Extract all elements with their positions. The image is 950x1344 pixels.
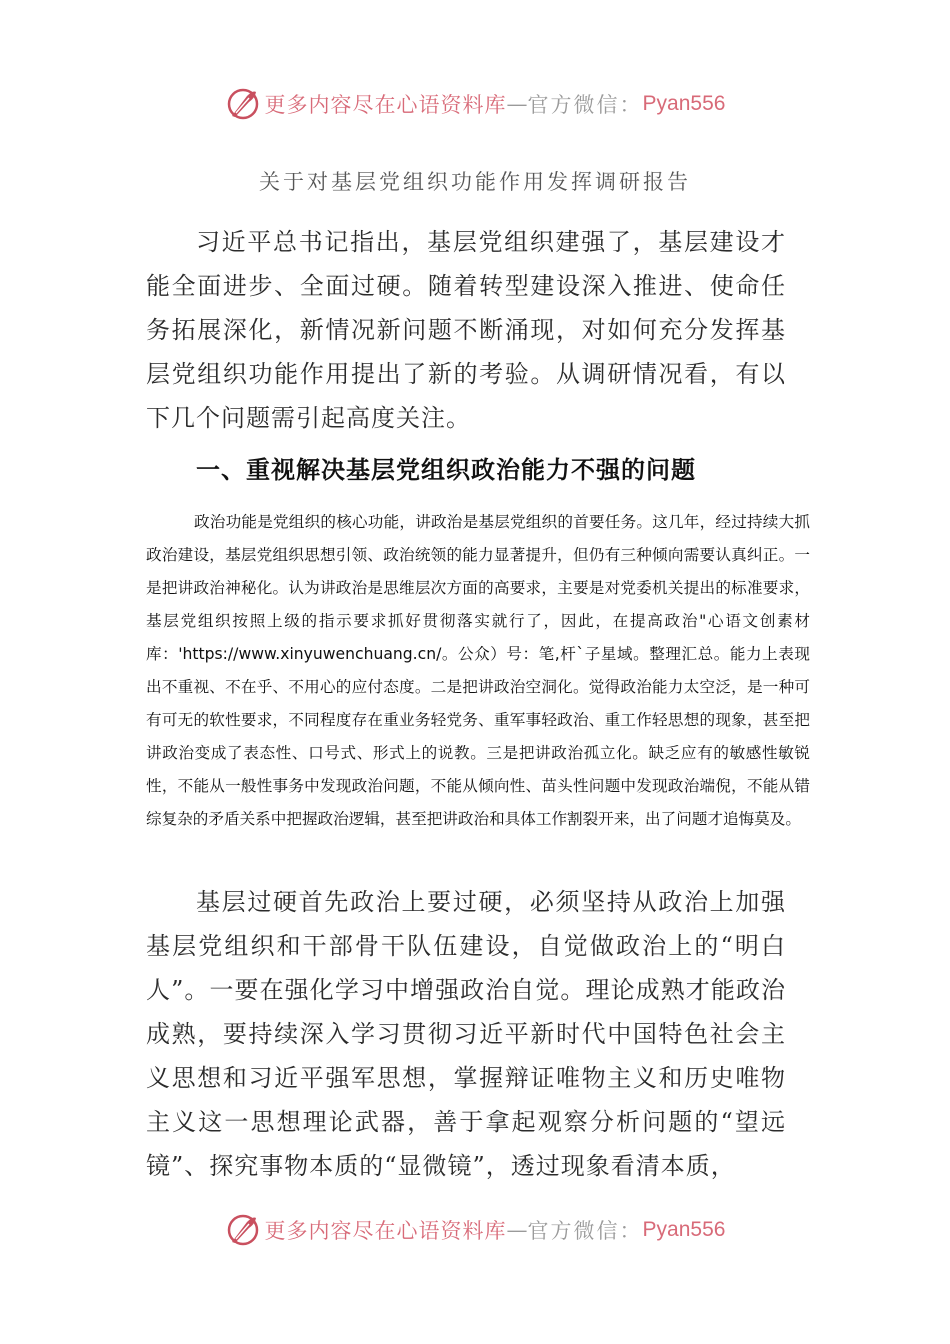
wechat-id: Pyan556 [642, 92, 726, 115]
banner-separator: — [506, 1218, 528, 1242]
quill-logo-icon [225, 1212, 261, 1248]
footer-banner [0, 1210, 950, 1250]
wechat-label: 官方微信： [527, 1219, 643, 1243]
document-title: 关于对基层党组织功能作用发挥调研报告 [259, 170, 691, 194]
brand-text: 更多内容尽在心语资料库 [264, 1219, 507, 1243]
banner-separator: — [506, 92, 528, 116]
section-body-paragraph: 政治功能是党组织的核心功能，讲政治是基层党组织的首要任务。这几年，经过持续大抓政治建设，基层党组织思想引领、政治统领的能力显著提升，但仍有三种倾向需要认真纠正。一是把讲政治神秘化。认为讲政治是思维层次方面的高要求，主要是对党委机关提出的标准要求，基层党组织按照上级的指示要求抓好贯彻落实就行了，因此，在提高政治"心语文创素材库：'https://www.xinyuwenchuang.cn/。公众）号：笔,杆`子星域。整理汇总。能力上表现出不重视、不在乎、不用心的应付态度。二是把讲政治空洞化。觉得政治能力太空泛，是一种可有可无的软性要求，不同程度存在重业务轻党务、重军事轻政治、重工作轻思想的现象，甚至把讲政治变成了表态性、口号式、形式上的说教。三是把讲政治孤立化。缺乏应有的敏感性敏锐性，不能从一般性事务中发现政治问题，不能从倾向性、苗头性问题中发现政治端倪，不能从错综复杂的矛盾关系中把握政治逻辑，甚至把讲政治和具体工作割裂开来，出了问题才追悔莫及。 [146, 513, 810, 828]
wechat-id: Pyan556 [642, 1218, 726, 1241]
brand-text: 更多内容尽在心语资料库 [264, 93, 507, 117]
wechat-label: 官方微信： [527, 93, 643, 117]
section-heading: 一、重视解决基层党组织政治能力不强的问题 [196, 456, 696, 484]
quill-logo-icon [225, 86, 261, 122]
intro-paragraph: 习近平总书记指出，基层党组织建强了，基层建设才能全面进步、全面过硬。随着转型建设深入推进、使命任务拓展深化，新情况新问题不断涌现，对如何充分发挥基层党组织功能作用提出了新的考验。从调研情况看，有以下几个问题需引起高度关注。 [146, 228, 786, 432]
continuation-paragraph: 基层过硬首先政治上要过硬，必须坚持从政治上加强基层党组织和干部骨干队伍建设，自觉做政治上的“明白人”。一要在强化学习中增强政治自觉。理论成熟才能政治成熟，要持续深入学习贯彻习近平新时代中国特色社会主义思想和习近平强军思想，掌握辩证唯物主义和历史唯物主义这一思想理论武器，善于拿起观察分析问题的“望远镜”、探究事物本质的“显微镜”，透过现象看清本质， [146, 888, 786, 1180]
header-banner [0, 84, 950, 124]
